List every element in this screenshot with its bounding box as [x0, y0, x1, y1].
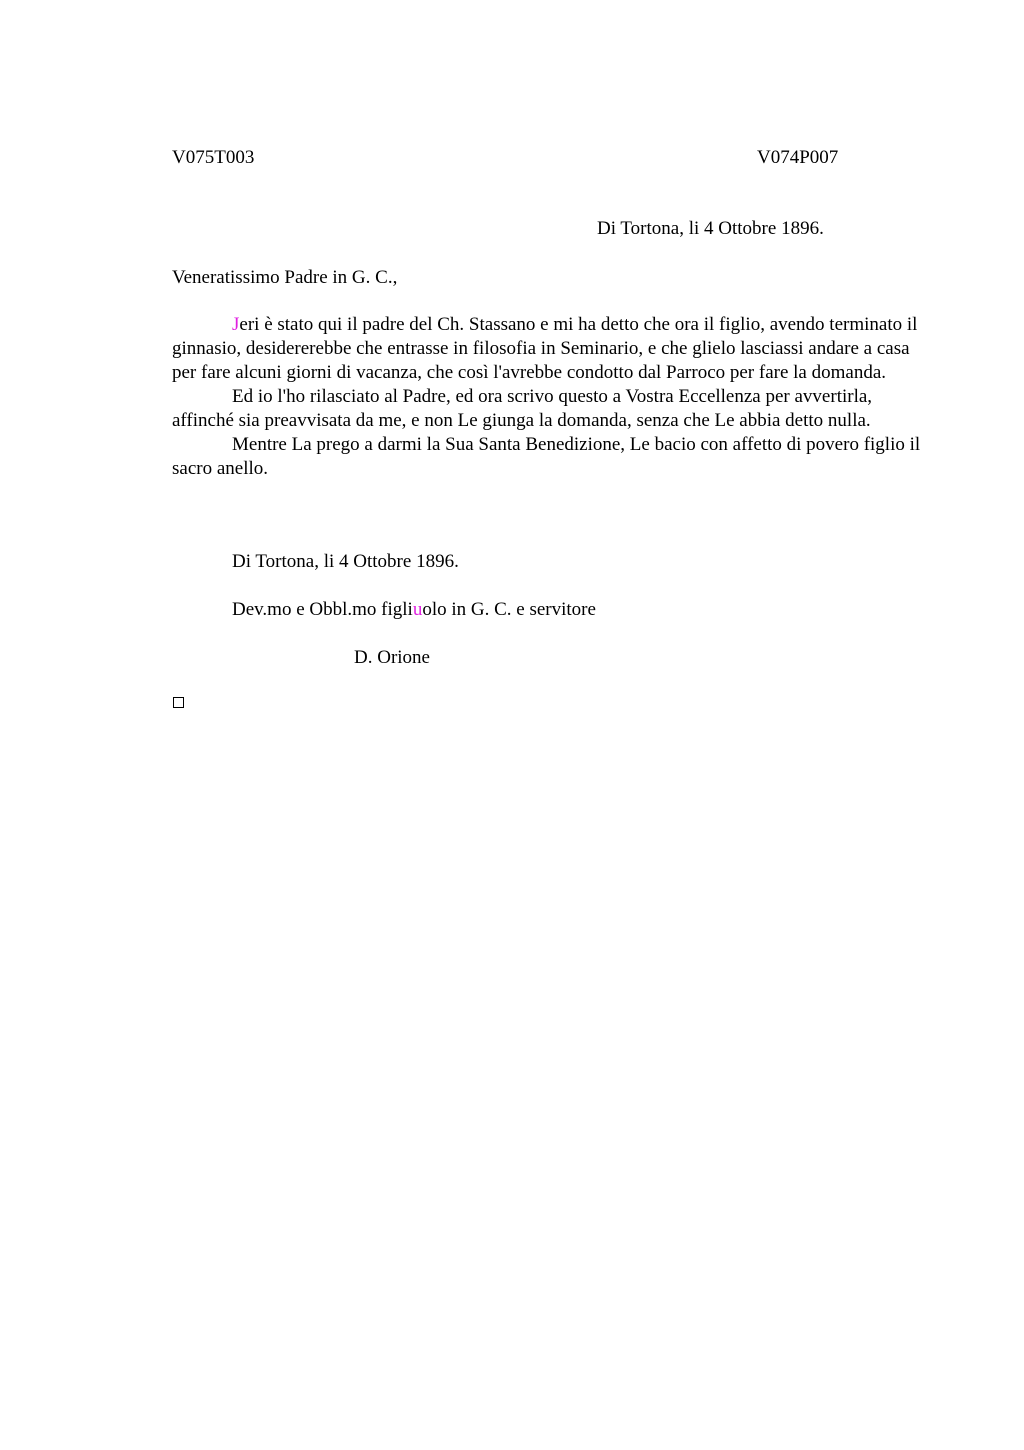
closing-highlight: u	[412, 599, 423, 620]
document-code-right: V074P007	[757, 147, 839, 168]
closing-text-after: olo in G. C. e servitore	[422, 599, 596, 620]
paragraph-1-text: eri è stato qui il padre del Ch. Stassano e mi ha detto che ora il figlio, avendo terminato il ginnasio, desidererebbe che entrasse in filosofia in Seminario, e che glielo lasciassi andare a casa per fare alcuni giorni di vacanza, che così l'avrebbe condotto dal Parroco per fare la domanda.	[172, 314, 918, 383]
letter-paragraph-2: Ed io l'ho rilasciato al Padre, ed ora scrivo questo a Vostra Eccellenza per avvertirla, affinché sia preavvisata da me, e non Le giunga la domanda, senza che Le abbia detto nulla.	[172, 386, 873, 431]
letter-date-bottom: Di Tortona, li 4 Ottobre 1896.	[232, 551, 459, 572]
closing-text-before: Dev.mo e Obbl.mo figli	[232, 599, 413, 620]
letter-date-top: Di Tortona, li 4 Ottobre 1896.	[597, 218, 824, 239]
highlighted-initial: J	[232, 314, 240, 335]
letter-salutation: Veneratissimo Padre in G. C.,	[172, 267, 398, 288]
letter-signature: D. Orione	[354, 647, 430, 668]
letter-body	[172, 313, 930, 481]
letter-closing	[232, 598, 596, 622]
document-code-left: V075T003	[172, 147, 255, 168]
letter-paragraph-3: Mentre La prego a darmi la Sua Santa Benedizione, Le bacio con affetto di povero figlio il sacro anello.	[172, 434, 921, 479]
empty-square-icon	[173, 697, 184, 708]
letter-paragraph-1	[172, 313, 930, 385]
